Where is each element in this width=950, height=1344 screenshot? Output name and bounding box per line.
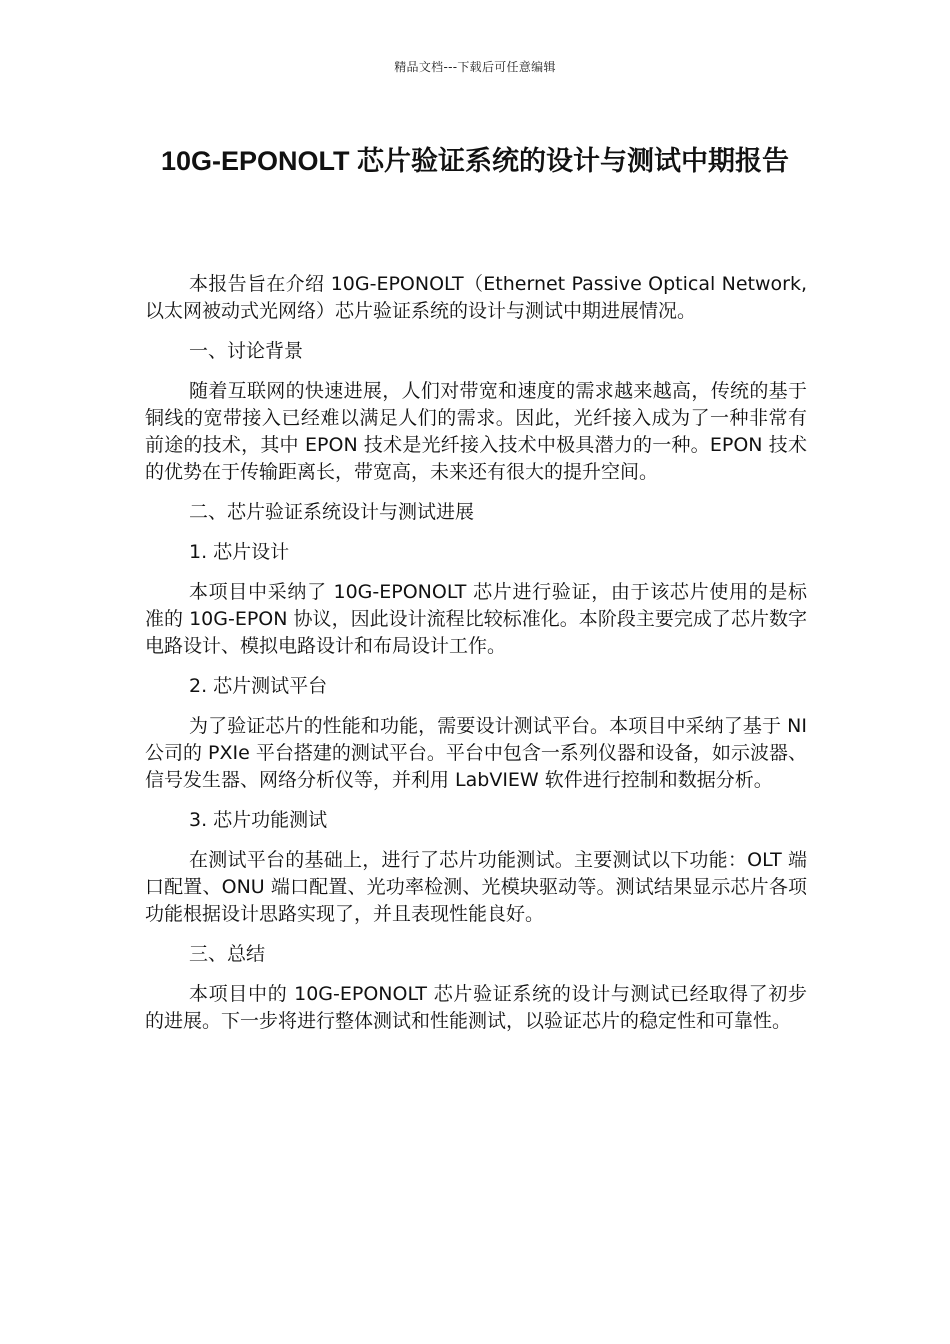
background-paragraph: 随着互联网的快速进展，人们对带宽和速度的需求越来越高，传统的基于铜线的宽带接入已经难以满足人们的需求。因此，光纤接入成为了一种非常有前途的技术，其中 EPON 技术是光纤接入技术中极具潜力的一种。EPON 技术的优势在于传输距离长，带宽高，未来还有很大的提升空间。 bbox=[145, 380, 807, 483]
subheading-function-test: 3. 芯片功能测试 bbox=[189, 809, 328, 831]
function-test-paragraph: 在测试平台的基础上，进行了芯片功能测试。主要测试以下功能：OLT 端口配置、ONU 端口配置、光功率检测、光模块驱动等。测试结果显示芯片各项功能根据设计思路实现了，并且表现性能良好。 bbox=[145, 849, 807, 925]
page-header: 精品文档---下载后可任意编辑 bbox=[394, 60, 556, 74]
intro-paragraph: 本报告旨在介绍 10G-EPONOLT（Ethernet Passive Optical Network, 以太网被动式光网络）芯片验证系统的设计与测试中期进展情况。 bbox=[145, 273, 807, 322]
test-platform-paragraph: 为了验证芯片的性能和功能，需要设计测试平台。本项目中采纳了基于 NI 公司的 PXIe 平台搭建的测试平台。平台中包含一系列仪器和设备，如示波器、信号发生器、网络分析仪等，并利用 LabVIEW 软件进行控制和数据分析。 bbox=[145, 715, 807, 791]
chip-design-paragraph: 本项目中采纳了 10G-EPONOLT 芯片进行验证，由于该芯片使用的是标准的 10G-EPON 协议，因此设计流程比较标准化。本阶段主要完成了芯片数字电路设计、模拟电路设计和布局设计工作。 bbox=[145, 581, 807, 657]
section-heading-progress: 二、芯片验证系统设计与测试进展 bbox=[189, 501, 475, 523]
document-body bbox=[145, 271, 807, 1048]
summary-paragraph: 本项目中的 10G-EPONOLT 芯片验证系统的设计与测试已经取得了初步的进展。下一步将进行整体测试和性能测试，以验证芯片的稳定性和可靠性。 bbox=[145, 983, 807, 1032]
subheading-test-platform: 2. 芯片测试平台 bbox=[189, 675, 328, 697]
document-title: 10G-EPONOLT 芯片验证系统的设计与测试中期报告 bbox=[160, 146, 790, 176]
section-heading-summary: 三、总结 bbox=[189, 943, 266, 965]
subheading-chip-design: 1. 芯片设计 bbox=[189, 541, 290, 563]
section-heading-background: 一、讨论背景 bbox=[189, 340, 304, 362]
